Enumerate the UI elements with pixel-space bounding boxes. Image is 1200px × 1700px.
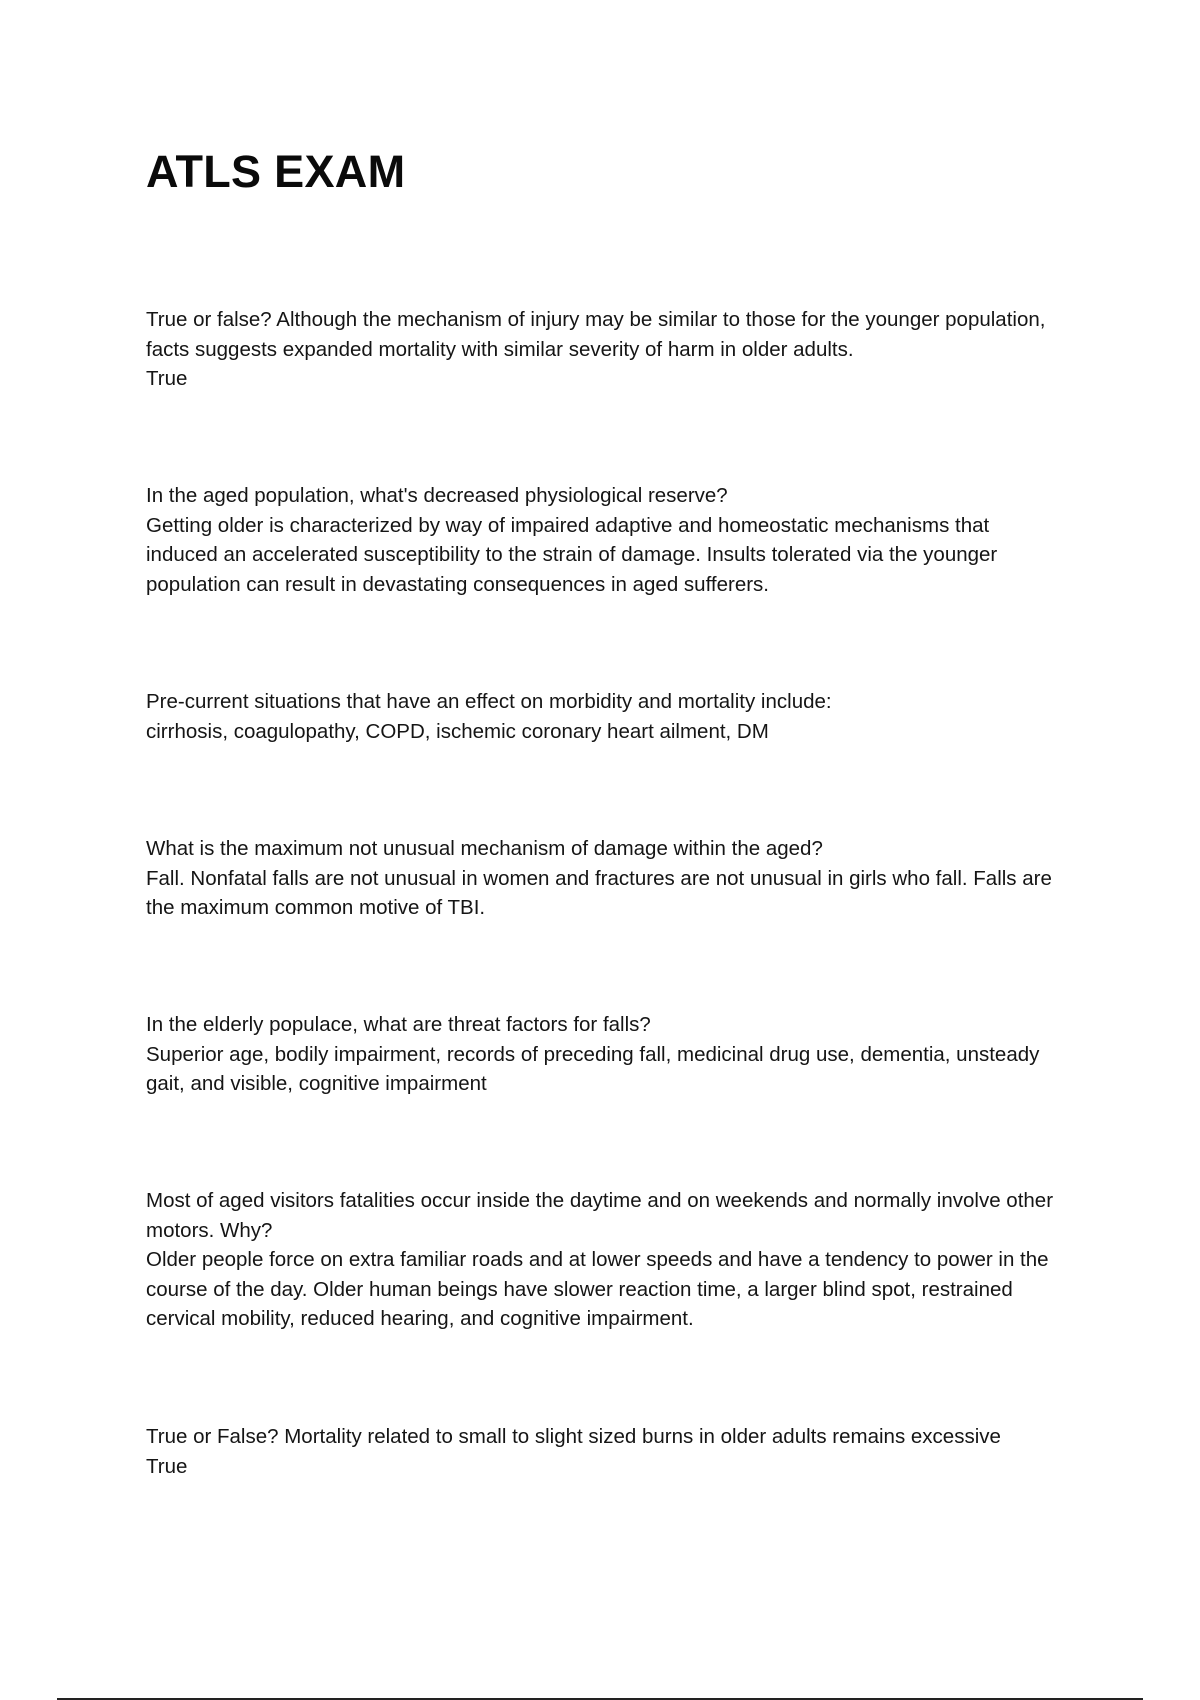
question-1: True or false? Although the mechanism of injury may be similar to those for the younger population, facts suggests expanded mortality with similar severity of harm in older adults.	[146, 308, 1046, 361]
question-2: In the aged population, what's decreased physiological reserve?	[146, 484, 728, 507]
page-title: ATLS EXAM	[146, 146, 406, 197]
question-5: In the elderly populace, what are threat factors for falls?	[146, 1013, 651, 1036]
qa-item-4	[146, 834, 1066, 923]
question-4: What is the maximum not unusual mechanism of damage within the aged?	[146, 837, 823, 860]
qa-item-6	[146, 1186, 1066, 1334]
answer-3: cirrhosis, coagulopathy, COPD, ischemic coronary heart ailment, DM	[146, 719, 769, 743]
question-3: Pre-current situations that have an effect on morbidity and mortality include:	[146, 690, 832, 713]
answer-2: Getting older is characterized by way of impaired adaptive and homeostatic mechanisms that induced an accelerated susceptibility to the strain of damage. Insults tolerated via the younger population can result in devastating consequences in aged sufferers.	[146, 513, 998, 596]
answer-5: Superior age, bodily impairment, records of preceding fall, medicinal drug use, dementia, unsteady gait, and visible, cognitive impairment	[146, 1042, 1040, 1095]
answer-1: True	[146, 367, 188, 390]
answer-6: Older people force on extra familiar roads and at lower speeds and have a tendency to power in the course of the day. Older human beings have slower reaction time, a larger blind spot, restrained cervical mobility, reduced hearing, and cognitive impairment.	[146, 1248, 1049, 1330]
answer-4: Fall. Nonfatal falls are not unusual in women and fractures are not unusual in girls who fall. Falls are the maximum common motive of TBI.	[146, 866, 1052, 919]
qa-item-2	[146, 481, 1066, 599]
answer-7: True	[146, 1454, 188, 1478]
question-6: Most of aged visitors fatalities occur inside the daytime and on weekends and normally involve other motors. Why?	[146, 1189, 1054, 1242]
qa-item-5	[146, 1010, 1066, 1099]
question-7: True or False? Mortality related to small to slight sized burns in older adults remains excessive	[146, 1425, 1001, 1448]
qa-item-1	[146, 305, 1066, 394]
qa-item-3	[146, 687, 1066, 746]
qa-item-7	[146, 1422, 1066, 1481]
